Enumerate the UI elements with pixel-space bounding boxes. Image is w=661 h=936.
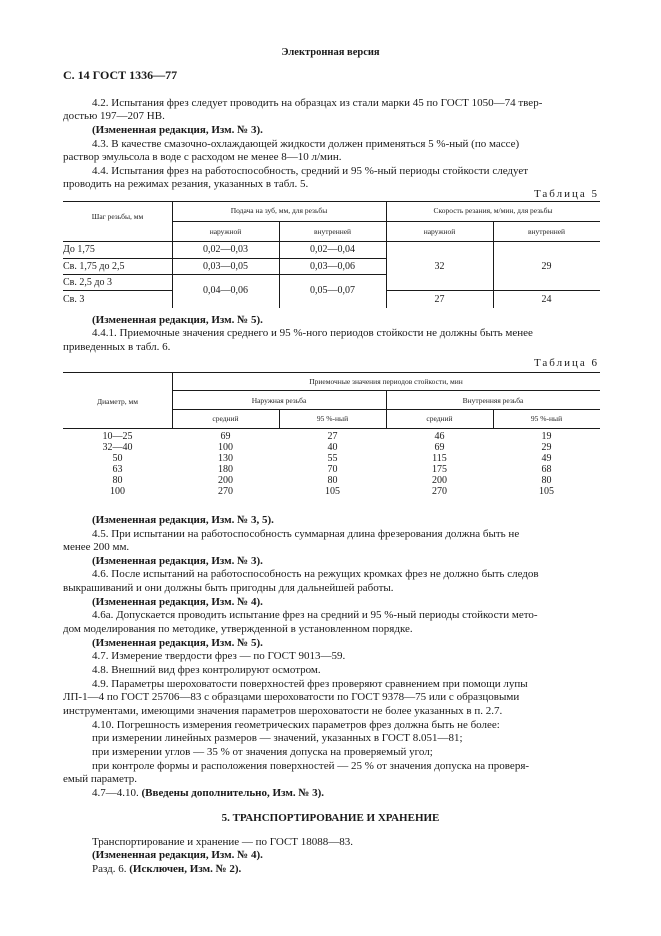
table6-cell-inner-mean: 115 <box>432 453 447 464</box>
table6-cell-diam: 100 <box>110 486 125 497</box>
paragraph-4-8: 4.8. Внешний вид фрез контролируют осмотром. <box>92 664 321 676</box>
table5-header-speed-inner: внутренней <box>527 227 566 236</box>
table6-cell-inner-mean: 270 <box>432 486 447 497</box>
paragraph-4-2-line2: достью 197—207 НВ. <box>63 110 165 122</box>
table6-cell-diam: 80 <box>112 475 123 486</box>
section-6-excluded: (Исключен, Изм. № 2). <box>129 863 242 875</box>
paragraph-4-4-line1: 4.4. Испытания фрез на работоспособность, средний и 95 %-ный периоды стойкости следует <box>92 165 529 177</box>
table6-cell-diam: 32—40 <box>102 442 133 453</box>
paragraph-4-9-line3: инструментами, имеющими значения параметров шероховатости не более указанных в п. 2.7. <box>63 705 503 717</box>
paragraph-4-9-line2: ЛП-1—4 по ГОСТ 25706—83 с образцами шероховатости по ГОСТ 9378—75 или с образцовыми <box>63 691 520 703</box>
table6-cell-outer-95: 70 <box>327 464 338 475</box>
page-reference: С. 14 ГОСТ 1336—77 <box>63 68 178 82</box>
electronic-version-label: Электронная версия <box>281 47 380 58</box>
table6-cell-outer-95: 27 <box>327 431 338 442</box>
table6-header-inner: Внутренняя резьба <box>462 396 524 405</box>
table5-speed-inner-cell: 29 <box>541 261 552 272</box>
edit-note: (Измененная редакция, Изм. № 5). <box>92 314 263 326</box>
paragraph-4-3-line1: 4.3. В качестве смазочно-охлаждающей жидкости должен применяться 5 %-ный (по массе) <box>92 138 520 150</box>
table5-caption: Таблица 5 <box>533 188 599 200</box>
table5-row-step: Св. 2,5 до 3 <box>63 277 112 288</box>
table6-header-inner-mean: средний <box>426 414 453 423</box>
table5-speed-outer-cell: 32 <box>434 261 445 272</box>
paragraph-4-7-4-10 <box>92 787 598 801</box>
table6-cell-inner-95: 105 <box>539 486 554 497</box>
table6-cell-outer-mean: 270 <box>218 486 233 497</box>
paragraph-4-10-line5: емый параметр. <box>63 773 138 785</box>
table6-header-inner-95: 95 %-ный <box>530 414 563 423</box>
table6-cell-inner-95: 68 <box>541 464 552 475</box>
table6-cell-diam: 63 <box>112 464 123 475</box>
paragraph-4-4-1-line2: приведенных в табл. 6. <box>63 341 171 353</box>
paragraph-4-7: 4.7. Измерение твердости фрез — по ГОСТ 9013—59. <box>92 650 346 662</box>
table5-feed-outer-cell: 0,03—0,05 <box>203 261 248 272</box>
table6-cell-outer-95: 80 <box>327 475 338 486</box>
table5-header-feed-inner: внутренней <box>313 227 352 236</box>
table5-speed-inner-cell: 24 <box>541 294 552 305</box>
table6-cell-diam: 10—25 <box>102 431 133 442</box>
table5-header-speed: Скорость резания, м/мин, для резьбы <box>433 206 553 215</box>
table6-cell-outer-mean: 200 <box>218 475 233 486</box>
edit-note: (Измененная редакция, Изм. № 3). <box>92 555 263 567</box>
paragraph-4-10-line4: при контроле формы и расположения поверхностей — 25 % от значения допуска на проверя- <box>92 760 530 772</box>
paragraph-4-6-line2: выкрашиваний и они должны быть пригодны для дальнейшей работы. <box>63 582 394 594</box>
table6-cell-inner-mean: 46 <box>434 431 445 442</box>
paragraph-4-6a-line1: 4.6а. Допускается проводить испытание фрез на средний и 95 %-ный периоды стойкости мето- <box>92 609 538 621</box>
table6-cell-inner-mean: 69 <box>434 442 445 453</box>
paragraph-4-6-line1: 4.6. После испытаний на работоспособность на режущих кромках фрез не должно быть следов <box>92 568 539 580</box>
table6-header-diameter: Диаметр, мм <box>97 397 138 406</box>
section-6-note <box>92 863 598 877</box>
table6-caption: Таблица 6 <box>533 357 599 369</box>
edit-note: (Измененная редакция, Изм. № 4). <box>92 596 263 608</box>
paragraph-4-10-line2: при измерении линейных размеров — значений, указанных в ГОСТ 8.051—81; <box>92 732 463 744</box>
paragraph-4-6a-line2: дом моделирования по методике, утвержденной в установленном порядке. <box>63 623 413 635</box>
edit-note: (Измененная редакция, Изм. № 3, 5). <box>92 514 274 526</box>
table6-header-outer-mean: средний <box>212 414 239 423</box>
table6-cell-outer-mean: 130 <box>218 453 233 464</box>
table5-header-feed: Подача на зуб, мм, для резьбы <box>230 206 328 215</box>
section-5-heading: 5. ТРАНСПОРТИРОВАНИЕ И ХРАНЕНИЕ <box>221 812 440 824</box>
paragraph-4-3-line2: раствор эмульсола в воде с расходом не менее 8—10 л/мин. <box>63 151 342 163</box>
paragraph-4-10-line3: при измерении углов — 35 % от значения допуска на проверяемый угол; <box>92 746 433 758</box>
table6-header-outer: Наружная резьба <box>251 396 307 405</box>
table6-cell-inner-95: 80 <box>541 475 552 486</box>
paragraph-4-4-1-line1: 4.4.1. Приемочные значения среднего и 95 %-ного периодов стойкости не должны быть менее <box>92 327 533 339</box>
table5-feed-outer-cell: 0,02—0,03 <box>203 244 248 255</box>
table6-cell-inner-mean: 200 <box>432 475 447 486</box>
edit-note: (Измененная редакция, Изм. № 3). <box>92 124 263 136</box>
table6-cell-outer-mean: 100 <box>218 442 233 453</box>
table6-cell-outer-mean: 69 <box>220 431 231 442</box>
table6-cell-inner-95: 19 <box>541 431 552 442</box>
table6-cell-outer-95: 105 <box>325 486 340 497</box>
table5-row-step: До 1,75 <box>63 244 95 255</box>
paragraph-4-10-line1: 4.10. Погрешность измерения геометрических параметров фрез должна быть не более: <box>92 719 500 731</box>
table5-row-step: Св. 1,75 до 2,5 <box>63 261 125 272</box>
table5-feed-inner-cell: 0,02—0,04 <box>310 244 355 255</box>
table5-feed-inner-cell: 0,03—0,06 <box>310 261 355 272</box>
paragraph-4-9-line1: 4.9. Параметры шероховатости поверхностей фрез проверяют сравнением при помощи лупы <box>92 678 528 690</box>
edit-note: (Измененная редакция, Изм. № 4). <box>92 849 263 861</box>
table5-feed-outer-merged: 0,04—0,06 <box>203 285 248 296</box>
table5-header-step: Шаг резьбы, мм <box>91 212 144 221</box>
table5-header-feed-outer: наружной <box>209 227 242 236</box>
table6-cell-outer-95: 55 <box>327 453 338 464</box>
added-note: (Введены дополнительно, Изм. № 3). <box>141 787 325 799</box>
paragraph-4-5-line2: менее 200 мм. <box>63 541 130 553</box>
paragraph-4-2-line1: 4.2. Испытания фрез следует проводить на образцах из стали марки 45 по ГОСТ 1050—74 твер- <box>92 97 543 109</box>
table6-header-values: Приемочные значения периодов стойкости, мин <box>309 377 463 386</box>
table5-feed-inner-merged: 0,05—0,07 <box>310 285 355 296</box>
table6-cell-diam: 50 <box>112 453 123 464</box>
table5-speed-outer-cell: 27 <box>434 294 445 305</box>
paragraph-4-4-line2: проводить на режимах резания, указанных в табл. 5. <box>63 178 309 190</box>
table6-cell-inner-95: 29 <box>541 442 552 453</box>
table5-row-step: Св. 3 <box>63 294 85 305</box>
table6-cell-outer-95: 40 <box>327 442 338 453</box>
table6-header-outer-95: 95 %-ный <box>316 414 349 423</box>
edit-note: (Измененная редакция, Изм. № 5). <box>92 637 263 649</box>
section-6-label: Разд. 6. <box>92 863 130 875</box>
table6-cell-inner-mean: 175 <box>432 464 447 475</box>
table6-cell-inner-95: 49 <box>541 453 552 464</box>
intro-label: 4.7—4.10. <box>92 787 142 799</box>
table6-cell-outer-mean: 180 <box>218 464 233 475</box>
paragraph-4-5-line1: 4.5. При испытании на работоспособность суммарная длина фрезерования должна быть не <box>92 528 520 540</box>
paragraph-5-1: Транспортирование и хранение — по ГОСТ 18088—83. <box>92 836 354 848</box>
table5-header-speed-outer: наружной <box>423 227 456 236</box>
